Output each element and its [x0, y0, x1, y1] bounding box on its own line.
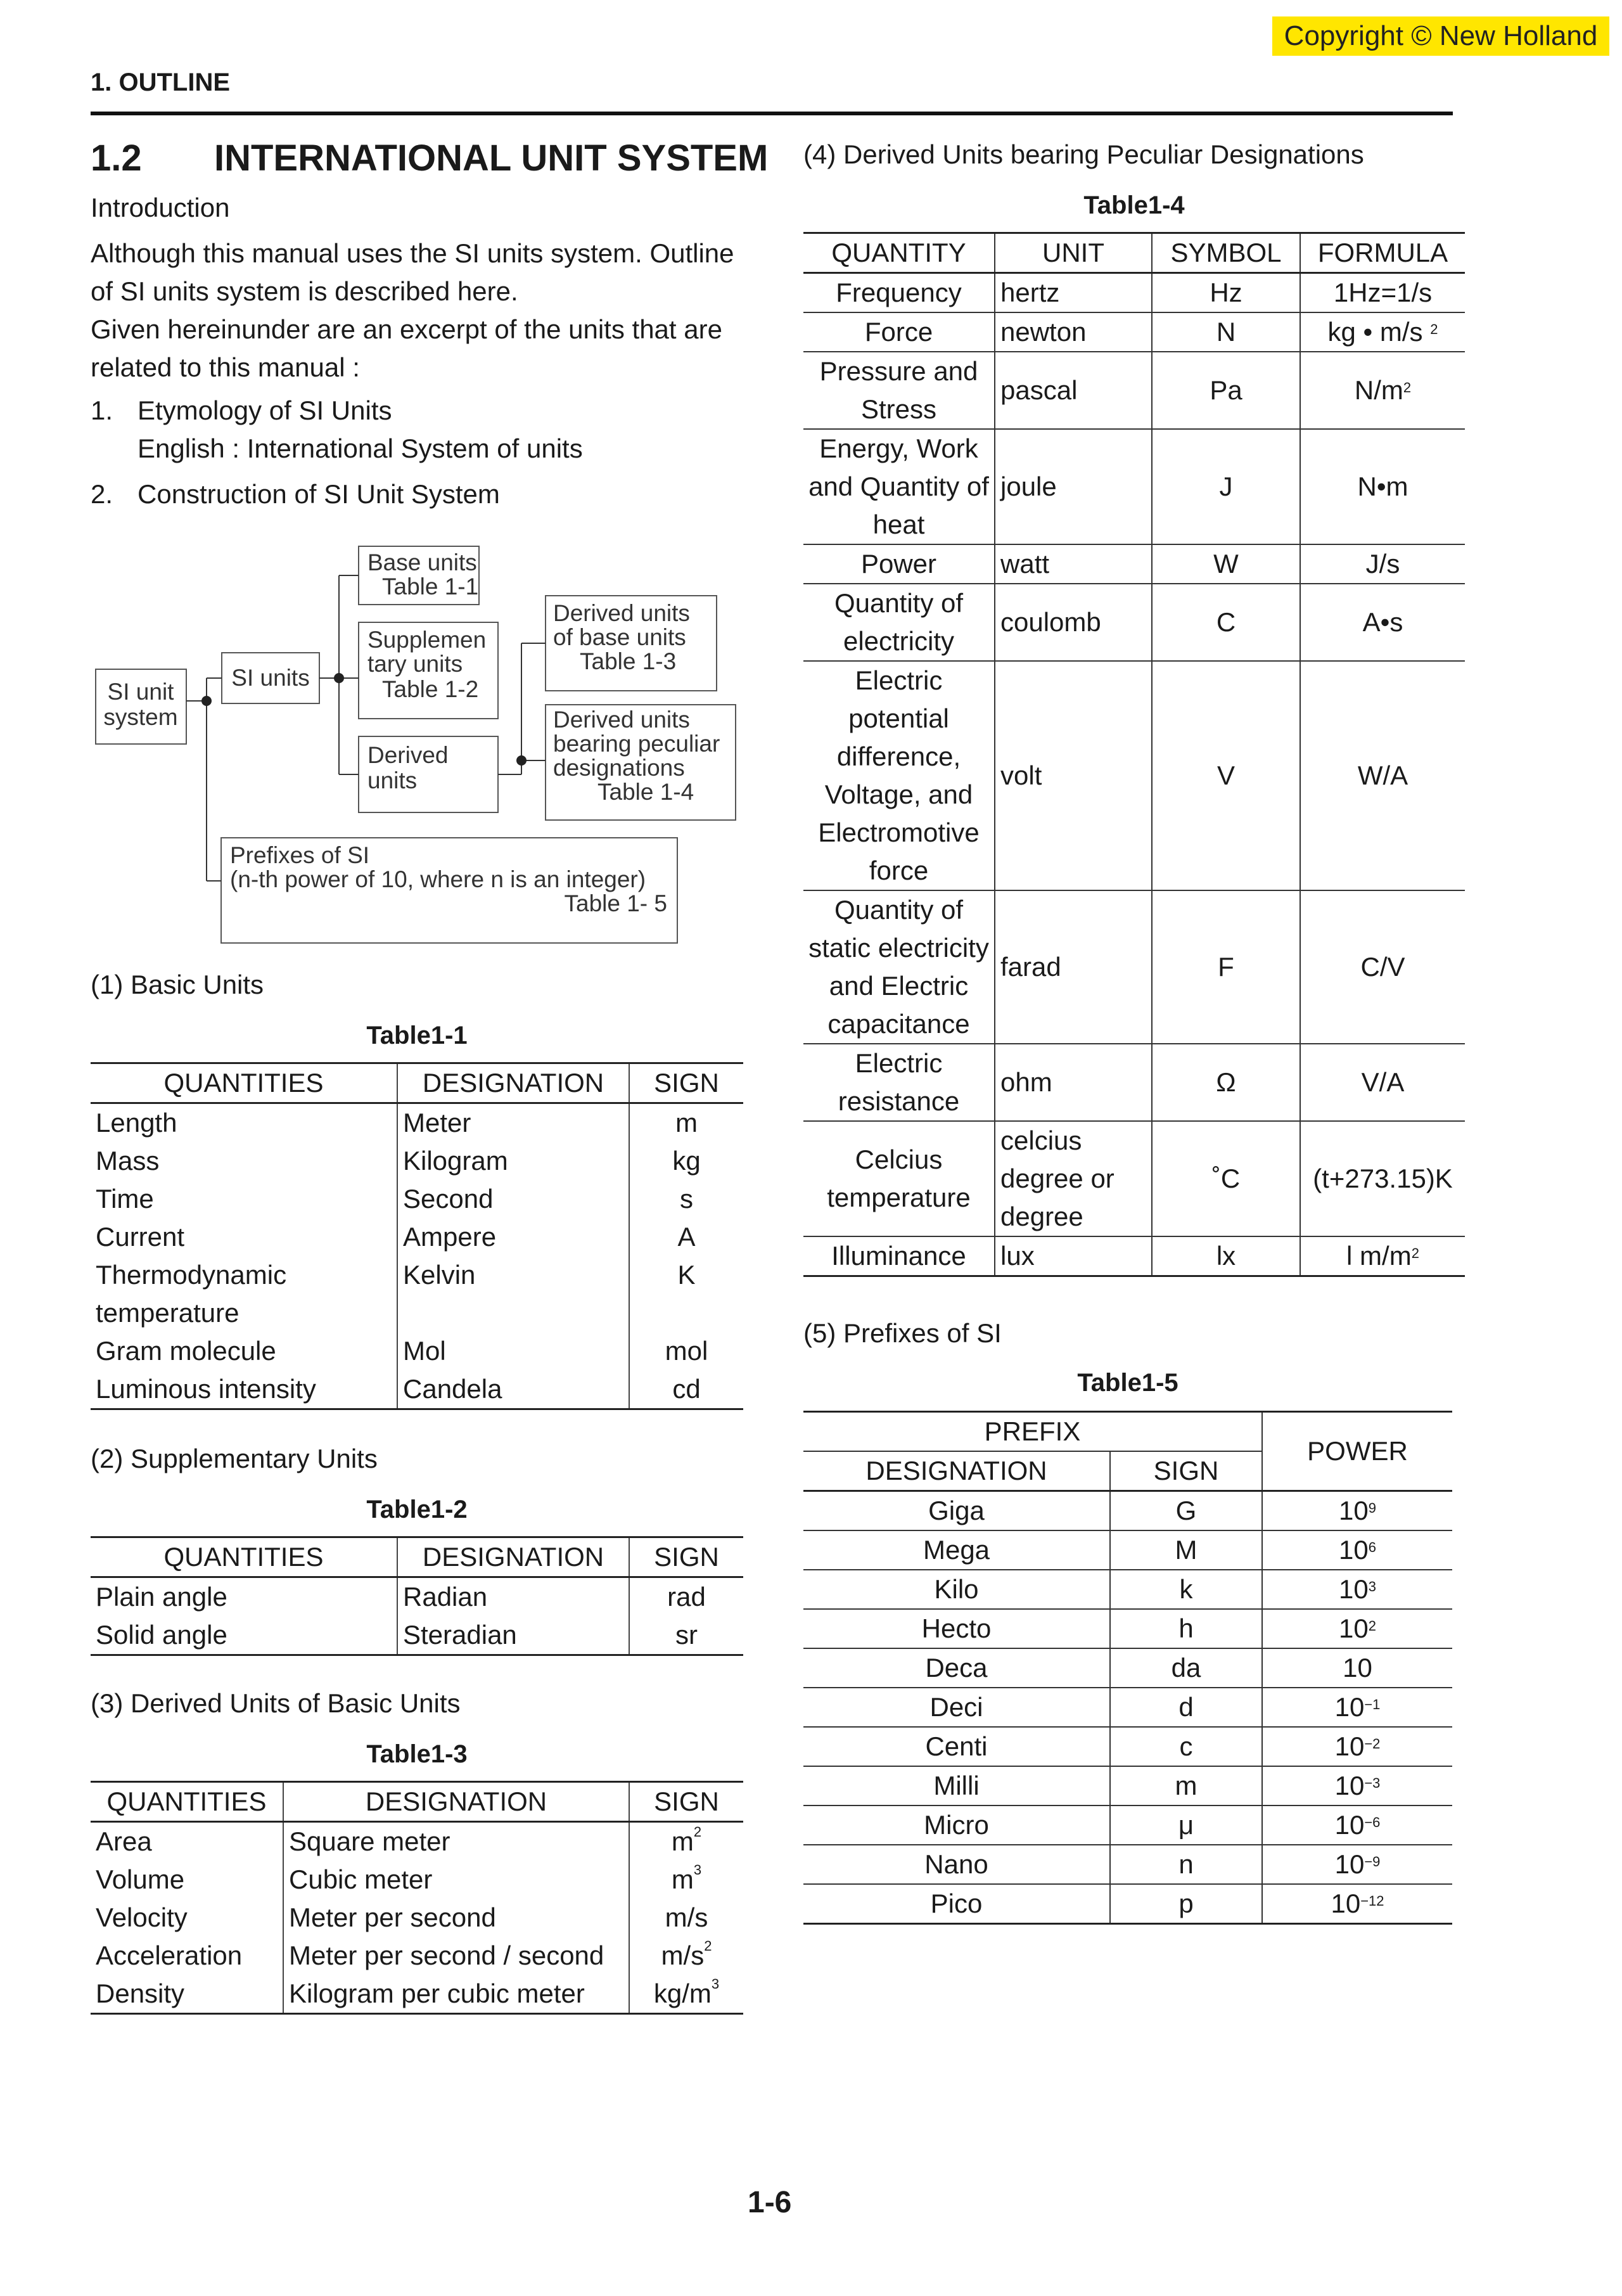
svg-text:(n-th power of 10, where n is: (n-th power of 10, where n is an integer)	[230, 866, 646, 892]
table-row: Mega M $10^6$	[803, 1530, 1452, 1570]
svg-text:designations: designations	[553, 755, 685, 781]
col-header: DESIGNATION	[397, 1537, 629, 1577]
table-row: Hecto h $10^2$	[803, 1609, 1452, 1648]
col-header: POWER	[1262, 1412, 1452, 1491]
intro-item-2: 2. Construction of SI Unit System	[91, 475, 113, 513]
section-title: INTERNATIONAL UNIT SYSTEM	[214, 138, 769, 179]
table-row: Kilo k $10^3$	[803, 1570, 1452, 1609]
col-header: SIGN	[629, 1537, 743, 1577]
derived-basic-heading: (3) Derived Units of Basic Units	[91, 1688, 461, 1718]
table-1-4	[803, 232, 1465, 1277]
table-row: Current Ampere A	[91, 1218, 743, 1256]
col-header: UNIT	[995, 233, 1152, 273]
table-row: Force newton N kg • m/s $^2$	[803, 312, 1465, 352]
table-row: Gram molecule Mol mol	[91, 1332, 743, 1370]
chapter-title: 1. OUTLINE	[91, 68, 231, 96]
table-row: Deci d $10^{-1}$	[803, 1688, 1452, 1727]
table-row: Milli m $10^{-3}$	[803, 1766, 1452, 1805]
table-row: Electric resistance ohm Ω V/A	[803, 1044, 1465, 1121]
supplementary-units-heading: (2) Supplementary Units	[91, 1444, 378, 1473]
svg-text:Table 1-2: Table 1-2	[382, 676, 479, 702]
table-row: Giga G $10^9$	[803, 1491, 1452, 1531]
intro-paragraph-1: Although this manual uses the SI units system. Outline of SI units system is described here. Given hereinunder are an excerpt of the units that are related to this manual :	[91, 238, 734, 382]
table-row: Illuminance lux lx l $m/m^2$	[803, 1236, 1465, 1276]
col-header: DESIGNATION	[803, 1451, 1110, 1491]
svg-text:Table 1- 5: Table 1- 5	[564, 890, 667, 916]
junction-dot	[201, 696, 212, 706]
label-prefixes: Prefixes of SI	[230, 842, 370, 868]
svg-text:of base units: of base units	[553, 624, 686, 650]
label-derived-base: Derived units	[553, 600, 690, 626]
col-header: SIGN	[629, 1782, 743, 1822]
col-header: DESIGNATION	[283, 1782, 629, 1822]
col-header: SYMBOL	[1152, 233, 1300, 273]
col-header: QUANTITY	[803, 233, 995, 273]
table-1-1	[91, 1062, 743, 1410]
label-supplementary-units: Supplemen	[367, 627, 487, 653]
svg-text:system: system	[103, 704, 178, 730]
table-1-1-caption: Table1-1	[366, 1022, 468, 1049]
table-row: Time Second s	[91, 1180, 743, 1218]
col-header: QUANTITIES	[91, 1537, 397, 1577]
table-1-3-caption: Table1-3	[366, 1740, 468, 1768]
col-header: QUANTITIES	[91, 1782, 283, 1822]
table-1-5-caption: Table1-5	[1077, 1369, 1178, 1397]
table-row: Acceleration Meter per second / second $m/s^2$	[91, 1937, 743, 1975]
col-header: QUANTITIES	[91, 1063, 397, 1103]
table-row: Celcius temperature celcius degree or degree ˚C (t+273.15)K	[803, 1121, 1465, 1236]
label-base-units: Base units	[367, 549, 477, 575]
table-1-2-caption: Table1-2	[366, 1496, 468, 1523]
table-1-2	[91, 1536, 743, 1656]
table-row: Power watt W J/s	[803, 544, 1465, 584]
copyright-banner: Copyright © New Holland	[1272, 16, 1609, 56]
table-row: Volume Cubic meter $m^3$	[91, 1861, 743, 1899]
table-row: Pressure and Stress pascal Pa $N/m^2$	[803, 352, 1465, 429]
svg-text:Table 1-3: Table 1-3	[580, 648, 677, 674]
svg-text:units: units	[367, 767, 418, 793]
table-row: Quantity of electricity coulomb C A•s	[803, 584, 1465, 661]
table-row: Length Meter m	[91, 1103, 743, 1143]
table-row: Deca da 10	[803, 1648, 1452, 1688]
label-si-unit-system: SI unit	[107, 679, 174, 705]
peculiar-heading: (4) Derived Units bearing Peculiar Designations	[803, 139, 1364, 169]
intro-heading: Introduction	[91, 193, 230, 222]
label-derived-units: Derived	[367, 742, 449, 768]
table-row: Thermodynamic Kelvin K	[91, 1256, 743, 1294]
table-row: Micro μ $10^{-6}$	[803, 1805, 1452, 1845]
section-number: 1.2	[91, 138, 142, 179]
table-1-4-caption: Table1-4	[1083, 191, 1185, 219]
label-derived-peculiar: Derived units	[553, 707, 690, 733]
table-1-5	[803, 1411, 1452, 1925]
table-row: Energy, Work and Quantity of heat joule J N•m	[803, 429, 1465, 544]
table-row: Density Kilogram per cubic meter $kg/m^3$	[91, 1975, 743, 2014]
table-row: Mass Kilogram kg	[91, 1142, 743, 1180]
table-row: Solid angle Steradian sr	[91, 1616, 743, 1655]
prefixes-heading: (5) Prefixes of SI	[803, 1318, 1002, 1348]
table-row: Plain angle Radian rad	[91, 1577, 743, 1617]
svg-text:Table 1-1: Table 1-1	[382, 574, 479, 600]
svg-text:tary units: tary units	[367, 651, 463, 677]
table-row: Pico p $10^{-12}$	[803, 1884, 1452, 1924]
junction-dot	[334, 673, 344, 683]
table-row: Area Square meter $m^2$	[91, 1822, 743, 1861]
svg-text:bearing peculiar: bearing peculiar	[553, 731, 720, 757]
label-si-units: SI units	[231, 665, 310, 691]
table-row: Centi c $10^{-2}$	[803, 1727, 1452, 1766]
col-header: FORMULA	[1300, 233, 1465, 273]
intro-item-1-sub: English : International System of units	[137, 433, 583, 463]
junction-dot	[516, 755, 527, 766]
table-row: Luminous intensity Candela cd	[91, 1370, 743, 1409]
table-row: Electric potential difference, Voltage, and Electromotive force volt V W/A	[803, 661, 1465, 890]
page-number: 1-6	[748, 2186, 792, 2219]
header-rule	[91, 112, 1453, 115]
table-row: Velocity Meter per second m/s	[91, 1899, 743, 1937]
intro-item-2-text: Construction of SI Unit System	[137, 479, 500, 509]
table-row: Quantity of static electricity and Electric capacitance farad F C/V	[803, 890, 1465, 1044]
col-group-header: PREFIX	[803, 1412, 1262, 1452]
table-row: Nano n $10^{-9}$	[803, 1845, 1452, 1884]
table-1-3	[91, 1781, 743, 2015]
col-header: DESIGNATION	[397, 1063, 629, 1103]
table-row: temperature	[91, 1294, 743, 1332]
table-row: Frequency hertz Hz 1Hz=1/s	[803, 273, 1465, 313]
intro-item-1: 1. Etymology of SI Units	[91, 395, 392, 425]
col-header: SIGN	[629, 1063, 743, 1103]
col-header: SIGN	[1110, 1451, 1262, 1491]
svg-text:Table 1-4: Table 1-4	[597, 779, 694, 805]
basic-units-heading: (1) Basic Units	[91, 970, 264, 999]
si-construction-diagram	[91, 539, 750, 944]
